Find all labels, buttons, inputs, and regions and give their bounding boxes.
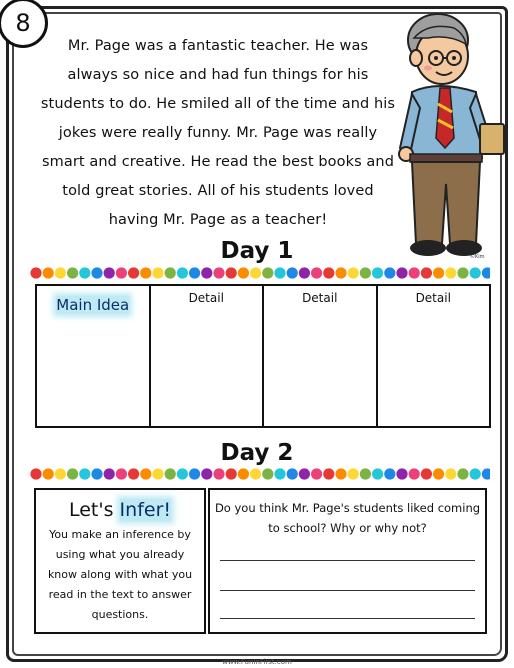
divider-dot [226, 468, 237, 479]
divider-dot [91, 267, 102, 278]
divider-dot [274, 468, 285, 479]
answer-line[interactable] [220, 560, 475, 561]
divider-dot [79, 267, 90, 278]
detail-cell[interactable] [264, 286, 378, 426]
story-line: told great stories. All of his students loved [62, 183, 374, 199]
divider-dot [274, 267, 285, 278]
footer-website: www.FunInFirst.com [222, 658, 292, 666]
main-idea-header: Main Idea [56, 296, 130, 314]
divider-dot [213, 468, 224, 479]
divider-dot [311, 267, 322, 278]
divider-dot [104, 468, 115, 479]
divider-dot [360, 267, 371, 278]
infer-line: know along with what you [47, 568, 193, 581]
divider-dot [152, 468, 163, 479]
divider-dot [348, 468, 359, 479]
divider-dot [433, 468, 444, 479]
divider-dot [213, 267, 224, 278]
question-line: to school? Why or why not? [268, 521, 427, 535]
divider-dot [287, 267, 298, 278]
divider-dot [226, 267, 237, 278]
divider-dot [43, 468, 54, 479]
divider-dot [348, 267, 359, 278]
answer-line[interactable] [220, 618, 475, 619]
divider-dot [79, 468, 90, 479]
dot-divider-day1 [30, 265, 490, 281]
infer-explanation [36, 525, 204, 625]
question-answer-box [208, 488, 487, 634]
divider-dot [335, 468, 346, 479]
detail-cell[interactable] [151, 286, 265, 426]
divider-dot [409, 468, 420, 479]
infer-title [36, 499, 204, 521]
main-idea-detail-table [35, 284, 491, 428]
day2-title: Day 2 [220, 440, 294, 466]
divider-dot [299, 267, 310, 278]
divider-dot [409, 267, 420, 278]
story-paragraph [28, 32, 408, 235]
main-idea-cell[interactable] [37, 286, 151, 426]
divider-dot [152, 267, 163, 278]
divider-dot [128, 267, 139, 278]
divider-dot [43, 267, 54, 278]
divider-dot [470, 468, 481, 479]
divider-dot [177, 468, 188, 479]
divider-dot [421, 468, 432, 479]
infer-title-highlight: Infer! [119, 499, 171, 521]
answer-line[interactable] [220, 590, 475, 591]
divider-dot [372, 267, 383, 278]
divider-dot [372, 468, 383, 479]
detail-header: Detail [302, 291, 338, 305]
divider-dot [384, 468, 395, 479]
divider-dot [445, 468, 456, 479]
divider-dot [189, 267, 200, 278]
divider-dot [335, 267, 346, 278]
divider-dot [250, 468, 261, 479]
divider-dot [360, 468, 371, 479]
divider-dot [67, 267, 78, 278]
divider-dot [457, 267, 468, 278]
detail-cell[interactable] [378, 286, 490, 426]
divider-dot [433, 267, 444, 278]
divider-dot [262, 468, 273, 479]
story-line: students to do. He smiled all of the time and his [40, 96, 396, 112]
divider-dot [311, 468, 322, 479]
divider-dot [55, 468, 66, 479]
divider-dot [140, 267, 151, 278]
divider-dot [30, 468, 41, 479]
divider-dot [250, 267, 261, 278]
divider-dot [128, 468, 139, 479]
divider-dot [67, 468, 78, 479]
divider-dot [30, 267, 41, 278]
story-line: having Mr. Page as a teacher! [108, 212, 328, 228]
divider-dot [116, 468, 127, 479]
divider-dot [177, 267, 188, 278]
divider-dot [384, 267, 395, 278]
illustration-credit: ©Kim [470, 254, 485, 260]
divider-dot [470, 267, 481, 278]
divider-dot [165, 267, 176, 278]
divider-dot [445, 267, 456, 278]
page-number: 8 [15, 9, 31, 37]
divider-dot [238, 468, 249, 479]
teacher-illustration [398, 8, 510, 266]
story-line: Mr. Page was a fantastic teacher. He was [67, 38, 369, 54]
divider-dot [165, 468, 176, 479]
divider-dot [201, 267, 212, 278]
detail-header: Detail [415, 291, 451, 305]
divider-dot [116, 267, 127, 278]
day1-title: Day 1 [220, 238, 294, 264]
infer-line: using what you already [55, 548, 185, 561]
divider-dot [421, 267, 432, 278]
divider-dot [323, 468, 334, 479]
story-line: always so nice and had fun things for his [67, 67, 369, 83]
divider-dot [323, 267, 334, 278]
divider-dot [201, 468, 212, 479]
dot-divider-day2 [30, 466, 490, 482]
divider-dot [262, 267, 273, 278]
divider-dot [482, 468, 490, 479]
question-line: Do you think Mr. Page's students liked coming [214, 501, 481, 515]
infer-title-prefix: Let's [68, 499, 120, 521]
detail-header: Detail [188, 291, 224, 305]
divider-dot [104, 267, 115, 278]
divider-dot [396, 267, 407, 278]
divider-dot [287, 468, 298, 479]
infer-line: questions. [91, 608, 149, 621]
divider-dot [238, 267, 249, 278]
divider-dot [396, 468, 407, 479]
question-text [210, 498, 485, 538]
divider-dot [189, 468, 200, 479]
divider-dot [482, 267, 490, 278]
divider-dot [299, 468, 310, 479]
divider-dot [91, 468, 102, 479]
divider-dot [140, 468, 151, 479]
story-line: jokes were really funny. Mr. Page was really [58, 125, 378, 141]
divider-dot [55, 267, 66, 278]
infer-line: read in the text to answer [48, 588, 192, 601]
story-line: smart and creative. He read the best books and [41, 154, 395, 170]
infer-explanation-box [34, 488, 206, 634]
infer-line: You make an inference by [49, 528, 191, 541]
divider-dot [457, 468, 468, 479]
